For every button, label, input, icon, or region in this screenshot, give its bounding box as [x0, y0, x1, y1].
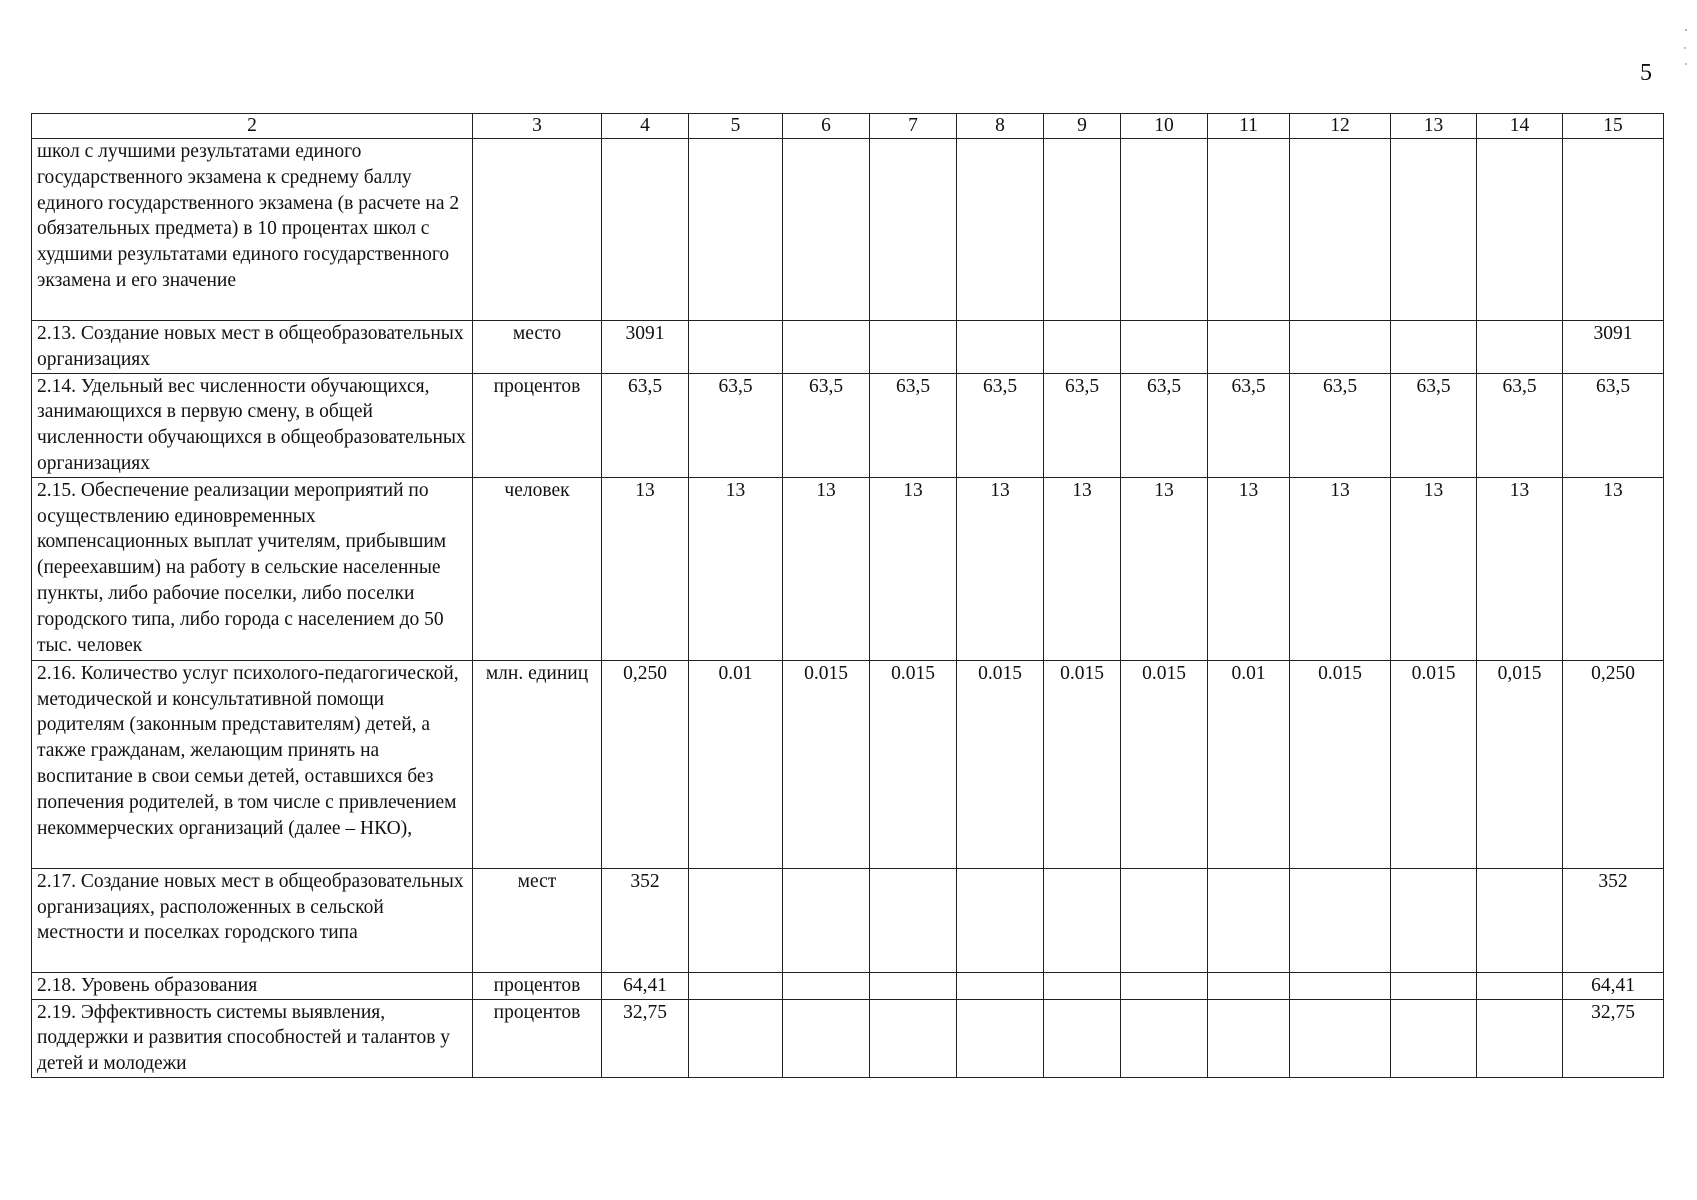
value-cell: 352 [1563, 868, 1664, 972]
value-cell [1391, 139, 1477, 321]
value-cell: 63,5 [1563, 373, 1664, 477]
value-cell: 63,5 [957, 373, 1044, 477]
value-cell [1477, 321, 1563, 374]
value-cell: 63,5 [1477, 373, 1563, 477]
value-cell [1044, 139, 1121, 321]
value-cell: 13 [689, 477, 783, 660]
value-cell [689, 868, 783, 972]
value-cell [1121, 972, 1208, 999]
value-cell [870, 321, 957, 374]
value-cell: 0,250 [602, 660, 689, 868]
value-cell [1044, 868, 1121, 972]
value-cell [1391, 972, 1477, 999]
value-cell [870, 972, 957, 999]
value-cell [783, 999, 870, 1077]
column-header: 3 [473, 114, 602, 139]
value-cell: 13 [1290, 477, 1391, 660]
value-cell [1477, 139, 1563, 321]
value-cell [1208, 321, 1290, 374]
indicators-table [31, 113, 1664, 1078]
value-cell: 0,250 [1563, 660, 1664, 868]
value-cell [602, 139, 689, 321]
column-header: 5 [689, 114, 783, 139]
column-header: 14 [1477, 114, 1563, 139]
indicator-cell: 2.16. Количество услуг психолого-педагогической, методической и консультативной помощи родителям (законным представителям) детей, а также гражданам, желающим принять на воспитание в свои семьи детей, оставшихся без попечения родителей, в том числе с привлечением некоммерческих организаций (далее – НКО), [32, 660, 473, 868]
value-cell [957, 972, 1044, 999]
value-cell: 32,75 [602, 999, 689, 1077]
value-cell [957, 321, 1044, 374]
value-cell [783, 321, 870, 374]
column-number-row [32, 114, 1664, 139]
column-header: 11 [1208, 114, 1290, 139]
column-header: 9 [1044, 114, 1121, 139]
value-cell [1477, 972, 1563, 999]
value-cell [1290, 999, 1391, 1077]
value-cell: 0.01 [689, 660, 783, 868]
indicator-cell: 2.15. Обеспечение реализации мероприятий по осуществлению единовременных компенсационных выплат учителям, прибывшим (переехавшим) на работу в сельские населенные пункты, либо рабочие поселки, либо поселки городского типа, либо города с населением до 50 тыс. человек [32, 477, 473, 660]
value-cell [1391, 868, 1477, 972]
value-cell: 0.015 [957, 660, 1044, 868]
value-cell: 63,5 [1121, 373, 1208, 477]
value-cell [689, 972, 783, 999]
value-cell [1121, 868, 1208, 972]
table-row [32, 321, 1664, 374]
unit-cell: место [473, 321, 602, 374]
table-row [32, 999, 1664, 1077]
value-cell: 63,5 [1044, 373, 1121, 477]
value-cell [1121, 321, 1208, 374]
value-cell [1477, 999, 1563, 1077]
value-cell: 63,5 [783, 373, 870, 477]
value-cell: 64,41 [602, 972, 689, 999]
value-cell [957, 139, 1044, 321]
indicator-cell: 2.18. Уровень образования [32, 972, 473, 999]
column-header: 15 [1563, 114, 1664, 139]
value-cell: 63,5 [689, 373, 783, 477]
value-cell: 0.01 [1208, 660, 1290, 868]
value-cell: 63,5 [1208, 373, 1290, 477]
value-cell: 13 [1121, 477, 1208, 660]
indicator-cell: 2.19. Эффективность системы выявления, поддержки и развития способностей и талантов у детей и молодежи [32, 999, 473, 1077]
unit-cell [473, 139, 602, 321]
value-cell: 32,75 [1563, 999, 1664, 1077]
value-cell [1121, 139, 1208, 321]
value-cell [870, 999, 957, 1077]
value-cell: 63,5 [602, 373, 689, 477]
table-row [32, 868, 1664, 972]
unit-cell: процентов [473, 999, 602, 1077]
unit-cell: процентов [473, 373, 602, 477]
column-header: 8 [957, 114, 1044, 139]
value-cell [1391, 999, 1477, 1077]
value-cell [689, 321, 783, 374]
value-cell: 13 [602, 477, 689, 660]
table-row [32, 972, 1664, 999]
page-number: 5 [1640, 60, 1652, 86]
indicator-cell: 2.13. Создание новых мест в общеобразовательных организациях [32, 321, 473, 374]
value-cell: 0.015 [1044, 660, 1121, 868]
unit-cell: млн. единиц [473, 660, 602, 868]
value-cell: 63,5 [1290, 373, 1391, 477]
value-cell: 63,5 [870, 373, 957, 477]
value-cell: 0.015 [1391, 660, 1477, 868]
value-cell [1208, 868, 1290, 972]
value-cell [1044, 972, 1121, 999]
value-cell: 13 [1477, 477, 1563, 660]
value-cell: 64,41 [1563, 972, 1664, 999]
value-cell: 0.015 [1121, 660, 1208, 868]
column-header: 13 [1391, 114, 1477, 139]
value-cell [1290, 321, 1391, 374]
table-row [32, 477, 1664, 660]
value-cell: 13 [957, 477, 1044, 660]
value-cell [1290, 972, 1391, 999]
column-header: 2 [32, 114, 473, 139]
unit-cell: процентов [473, 972, 602, 999]
value-cell [957, 868, 1044, 972]
value-cell [1044, 999, 1121, 1077]
value-cell: 3091 [602, 321, 689, 374]
value-cell [1477, 868, 1563, 972]
value-cell: 13 [870, 477, 957, 660]
value-cell [689, 139, 783, 321]
value-cell [870, 868, 957, 972]
value-cell [1391, 321, 1477, 374]
value-cell [957, 999, 1044, 1077]
value-cell: 3091 [1563, 321, 1664, 374]
column-header: 12 [1290, 114, 1391, 139]
value-cell [1208, 972, 1290, 999]
value-cell: 0.015 [1290, 660, 1391, 868]
value-cell [1121, 999, 1208, 1077]
unit-cell: мест [473, 868, 602, 972]
column-header: 10 [1121, 114, 1208, 139]
indicator-cell: 2.14. Удельный вес численности обучающихся, занимающихся в первую смену, в общей численности обучающихся в общеобразовательных организациях [32, 373, 473, 477]
value-cell [1208, 139, 1290, 321]
value-cell: 63,5 [1391, 373, 1477, 477]
value-cell [689, 999, 783, 1077]
unit-cell: человек [473, 477, 602, 660]
scan-artifact [1684, 28, 1688, 68]
table-row [32, 660, 1664, 868]
value-cell: 0,015 [1477, 660, 1563, 868]
value-cell [1044, 321, 1121, 374]
value-cell: 352 [602, 868, 689, 972]
value-cell [783, 868, 870, 972]
indicator-cell: школ с лучшими результатами единого государственного экзамена к среднему баллу единого государственного экзамена (в расчете на 2 обязательных предмета) в 10 процентах школ с худшими результатами единого государственного экзамена и его значение [32, 139, 473, 321]
value-cell [783, 139, 870, 321]
value-cell: 0.015 [783, 660, 870, 868]
value-cell: 13 [1563, 477, 1664, 660]
column-header: 7 [870, 114, 957, 139]
value-cell: 0.015 [870, 660, 957, 868]
value-cell [783, 972, 870, 999]
table-row [32, 373, 1664, 477]
value-cell [870, 139, 957, 321]
value-cell [1290, 868, 1391, 972]
value-cell: 13 [1044, 477, 1121, 660]
column-header: 6 [783, 114, 870, 139]
value-cell [1290, 139, 1391, 321]
value-cell: 13 [783, 477, 870, 660]
column-header: 4 [602, 114, 689, 139]
value-cell [1563, 139, 1664, 321]
value-cell: 13 [1208, 477, 1290, 660]
value-cell: 13 [1391, 477, 1477, 660]
value-cell [1208, 999, 1290, 1077]
indicator-cell: 2.17. Создание новых мест в общеобразовательных организациях, расположенных в сельской местности и поселках городского типа [32, 868, 473, 972]
table-row [32, 139, 1664, 321]
